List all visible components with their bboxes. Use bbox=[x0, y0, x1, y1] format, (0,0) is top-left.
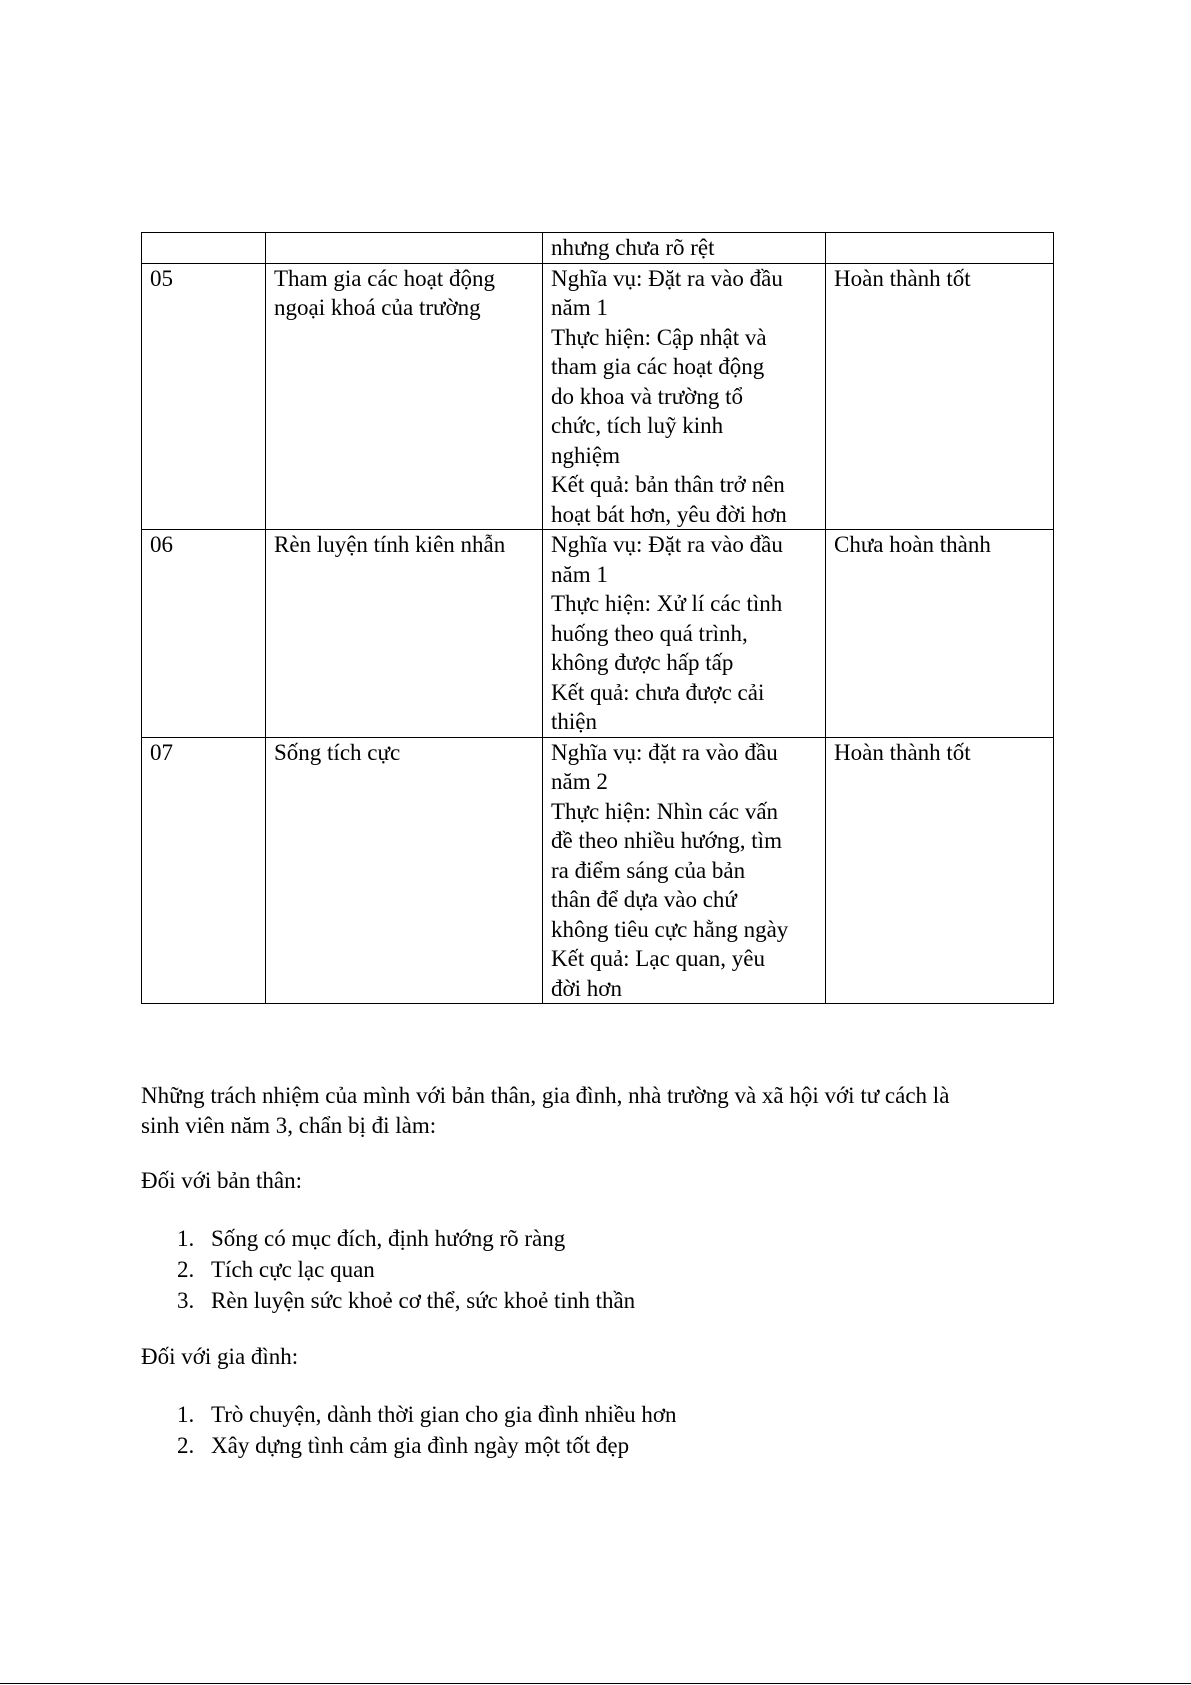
page-bottom-rule bbox=[0, 1683, 1191, 1684]
cell-status bbox=[826, 530, 1054, 738]
list-item-number: 1. bbox=[177, 1226, 195, 1251]
list-item-text: Trò chuyện, dành thời gian cho gia đình nhiều hơn bbox=[211, 1402, 677, 1427]
list-item-number: 2. bbox=[177, 1257, 195, 1282]
cell-task bbox=[266, 233, 543, 264]
cell-task bbox=[266, 263, 543, 530]
detail-line: nghiệm bbox=[551, 442, 620, 468]
cell-number bbox=[142, 233, 266, 264]
detail-line: Kết quả: chưa được cải bbox=[551, 679, 765, 705]
table-row bbox=[142, 530, 1054, 738]
detail-line: Nghĩa vụ: Đặt ra vào đầu bbox=[551, 265, 783, 291]
plan-table bbox=[141, 232, 1054, 1004]
list-item-text: Xây dựng tình cảm gia đình ngày một tốt đẹp bbox=[211, 1433, 630, 1458]
list-item-number: 2. bbox=[177, 1433, 195, 1458]
status-text: Chưa hoàn thành bbox=[834, 532, 991, 557]
row-number: 05 bbox=[150, 265, 173, 291]
cell-detail bbox=[543, 263, 826, 530]
detail-line: Thực hiện: Nhìn các vấn bbox=[551, 798, 779, 824]
intro-line-1: Những trách nhiệm của mình với bản thân, gia đình, nhà trường và xã hội với tư cách là bbox=[141, 1083, 950, 1108]
detail-line: tham gia các hoạt động bbox=[551, 354, 765, 379]
row-number: 07 bbox=[150, 739, 173, 765]
detail-line: do khoa và trường tổ bbox=[551, 383, 743, 409]
detail-line: thiện bbox=[551, 709, 597, 734]
detail-line: ra điểm sáng của bản bbox=[551, 857, 746, 883]
intro-line-2: sinh viên năm 3, chẩn bị đi làm: bbox=[141, 1113, 437, 1138]
detail-line: hoạt bát hơn, yêu đời hơn bbox=[551, 501, 787, 527]
detail-line: Nghĩa vụ: Đặt ra vào đầu bbox=[551, 532, 783, 557]
list-item-text: Sống có mục đích, định hướng rõ ràng bbox=[211, 1226, 566, 1251]
plan-table-body bbox=[142, 233, 1054, 1004]
list-item bbox=[141, 1399, 1061, 1430]
detail-line: năm 1 bbox=[551, 295, 608, 320]
cell-number bbox=[142, 530, 266, 738]
detail-line: không được hấp tấp bbox=[551, 650, 734, 675]
cell-task bbox=[266, 530, 543, 738]
detail-line: năm 1 bbox=[551, 561, 608, 587]
detail-line: huống theo quá trình, bbox=[551, 620, 748, 646]
detail-line: thân để dựa vào chứ bbox=[551, 887, 737, 912]
list-item-number: 1. bbox=[177, 1402, 195, 1427]
table-row bbox=[142, 233, 1054, 264]
cell-task bbox=[266, 737, 543, 1004]
task-line: Rèn luyện tính kiên nhẫn bbox=[274, 532, 506, 557]
family-section-list bbox=[141, 1399, 1061, 1461]
list-item-number: 3. bbox=[177, 1288, 195, 1313]
list-item-text: Rèn luyện sức khoẻ cơ thể, sức khoẻ tinh thần bbox=[211, 1288, 636, 1313]
responsibility-intro bbox=[141, 1081, 1061, 1141]
list-item bbox=[141, 1430, 1061, 1461]
detail-line: nhưng chưa rõ rệt bbox=[551, 235, 715, 260]
family-section-heading: Đối với gia đình: bbox=[141, 1344, 299, 1369]
detail-line: chức, tích luỹ kinh bbox=[551, 413, 724, 438]
cell-status bbox=[826, 737, 1054, 1004]
self-section-heading: Đối với bản thân: bbox=[141, 1168, 302, 1193]
list-item bbox=[141, 1285, 1061, 1316]
task-line: Sống tích cực bbox=[274, 739, 401, 765]
family-items bbox=[141, 1399, 1061, 1461]
detail-line: đời hơn bbox=[551, 975, 622, 1001]
cell-detail bbox=[543, 737, 826, 1004]
detail-line: Thực hiện: Xử lí các tình bbox=[551, 591, 783, 616]
detail-line: Nghĩa vụ: đặt ra vào đầu bbox=[551, 739, 778, 765]
detail-line: Kết quả: Lạc quan, yêu bbox=[551, 946, 765, 971]
cell-number bbox=[142, 737, 266, 1004]
cell-detail bbox=[543, 530, 826, 738]
cell-status bbox=[826, 263, 1054, 530]
self-section-list bbox=[141, 1223, 1061, 1316]
cell-number bbox=[142, 263, 266, 530]
detail-line: đề theo nhiều hướng, tìm bbox=[551, 828, 782, 853]
list-item bbox=[141, 1223, 1061, 1254]
self-items bbox=[141, 1223, 1061, 1316]
status-text: Hoàn thành tốt bbox=[834, 739, 971, 765]
list-item-text: Tích cực lạc quan bbox=[211, 1257, 375, 1282]
detail-line: Kết quả: bản thân trở nên bbox=[551, 472, 785, 497]
detail-line: năm 2 bbox=[551, 769, 608, 794]
table-row bbox=[142, 263, 1054, 530]
task-line: ngoại khoá của trường bbox=[274, 295, 481, 320]
table-row bbox=[142, 737, 1054, 1004]
detail-line: Thực hiện: Cập nhật và bbox=[551, 324, 767, 350]
detail-line: không tiêu cực hằng ngày bbox=[551, 916, 789, 942]
task-line: Tham gia các hoạt động bbox=[274, 265, 495, 291]
list-item bbox=[141, 1254, 1061, 1285]
status-text: Hoàn thành tốt bbox=[834, 265, 971, 291]
cell-status bbox=[826, 233, 1054, 264]
cell-detail bbox=[543, 233, 826, 264]
row-number: 06 bbox=[150, 532, 173, 557]
